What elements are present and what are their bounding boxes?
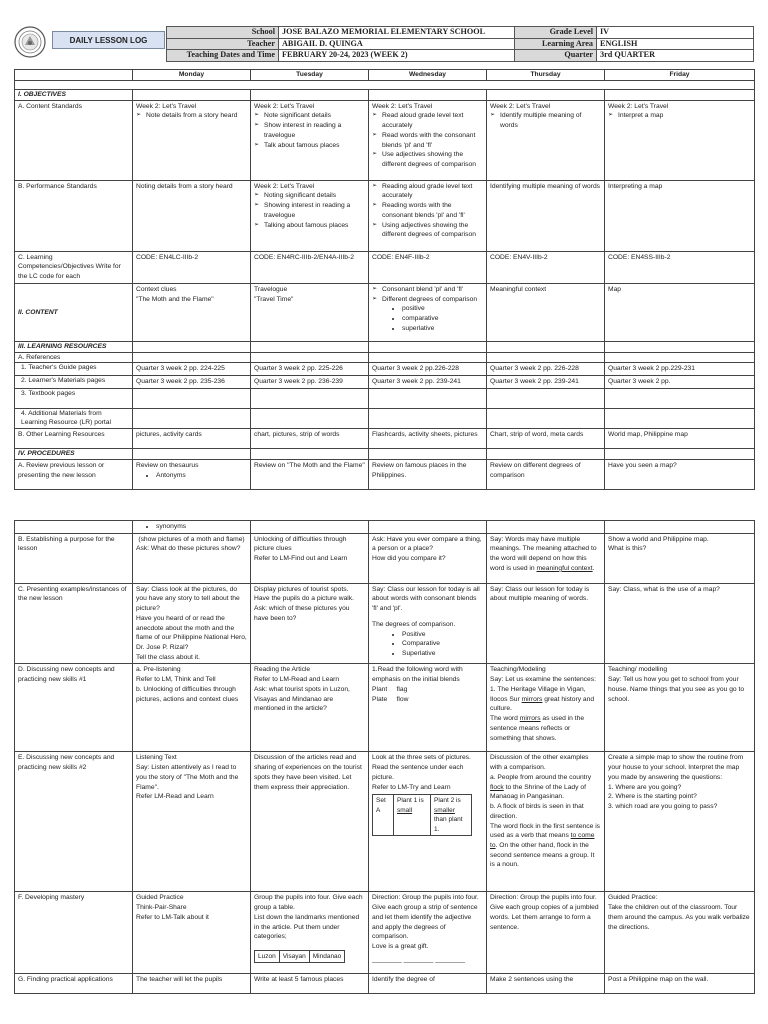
cell-tue: Week 2: Let's Travel ➢ Note significant details ➢ Show interest in reading a travelogue ➢ Talk about famous places bbox=[251, 100, 369, 180]
cell-mon: Week 2: Let's Travel ➢ Note details from a story heard bbox=[133, 100, 251, 180]
row-label: 1. Teacher's Guide pages bbox=[15, 363, 133, 376]
cell-thu: Meaningful context bbox=[487, 283, 605, 341]
cell-fri: Show a world and Philippine map. What is this? bbox=[605, 533, 755, 583]
day-tuesday: Tuesday bbox=[251, 70, 369, 81]
cell-wed: Review on famous places in the Philippines. bbox=[369, 459, 487, 489]
deped-seal-icon bbox=[14, 26, 46, 58]
cell-fri: CODE: EN4SS-IIIb-2 bbox=[605, 251, 755, 283]
cell-tue: Group the pupils into four. Give each group a table. List down the landmarks mentioned in the article. Put them under categories; Luzon Visayan Mindanao bbox=[251, 892, 369, 974]
cell-fri: Teaching/ modelling Say: Tell us how you get to school from your house. Name things that you see as you go to school. bbox=[605, 664, 755, 752]
row-label: B. Performance Standards bbox=[15, 180, 133, 251]
cell-fri: Create a simple map to show the routine from your house to your school. Interpret the map you made by answering the questions: 1. Where are you going? 2. Where is the starting point? 3. which road are you going to pass? bbox=[605, 752, 755, 892]
cell-mon: The teacher will let the pupils bbox=[133, 974, 251, 994]
cell-mon: Guided Practice Think-Pair-Share Refer to LM-Talk about it bbox=[133, 892, 251, 974]
competencies-row bbox=[15, 251, 755, 283]
row-label: F. Developing mastery bbox=[15, 892, 133, 974]
row-label: E. Discussing new concepts and practicing new skills #2 bbox=[15, 752, 133, 892]
cell-wed: ➢ Consonant blend 'pl' and 'fl' ➢ Different degrees of comparison • positive • comparative • superlative bbox=[369, 283, 487, 341]
cell-mon: Say: Class look at the pictures, do you have any story to tell about the picture? Have you heard of or read the anecdote about the moth and the flame of our Philippine National Hero, Dr. Jose P. Rizal? Tell the class about it. bbox=[133, 583, 251, 664]
presenting-row bbox=[15, 583, 755, 664]
cell-fri: Interpreting a map bbox=[605, 180, 755, 251]
section-resources: III. LEARNING RESOURCES bbox=[15, 341, 133, 352]
row-label: C. Learning Competencies/Objectives Write for the LC code for each bbox=[15, 251, 133, 283]
purpose-row bbox=[15, 533, 755, 583]
area-value: ENGLISH bbox=[597, 38, 754, 50]
cell-wed: 1.Read the following word with emphasis on the initial blends Plant flag Plate flow bbox=[369, 664, 487, 752]
teacher-value: ABIGAIL D. QUINGA bbox=[279, 38, 515, 50]
cell-fri: Guided Practice: Take the children out of the classroom. Tour them around the campus. As you walk verbalize the directions. bbox=[605, 892, 755, 974]
row-label: 2. Learner's Materials pages bbox=[15, 376, 133, 389]
application-row bbox=[15, 974, 755, 994]
section-objectives: I. OBJECTIVES bbox=[15, 90, 133, 101]
cell-wed: ➢ Reading aloud grade level text accurately ➢ Reading words with the consonant blends 'pl' and 'fl' ➢ Using adjectives showing the different degrees of comparison bbox=[369, 180, 487, 251]
page-gap bbox=[0, 490, 768, 510]
daily-lesson-log-label: DAILY LESSON LOG bbox=[52, 31, 165, 49]
cell-wed: Look at the three sets of pictures. Read the sentence under each picture. Refer to LM-Try and Learn Set A Plant 1 is small Plant 2 is smaller than plant 1. bbox=[369, 752, 487, 892]
set-label: Set A bbox=[373, 795, 394, 836]
info-table bbox=[166, 26, 754, 62]
cell-thu: Week 2: Let's Travel ➢ Identify multiple meaning of words bbox=[487, 100, 605, 180]
row-label: G. Finding practical applications bbox=[15, 974, 133, 994]
header bbox=[14, 26, 754, 61]
row-label: C. Presenting examples/instances of the new lesson bbox=[15, 583, 133, 664]
cell-wed: Ask: Have you ever compare a thing, a person or a place? How did you compare it? bbox=[369, 533, 487, 583]
teacher-label: Teacher bbox=[167, 38, 279, 50]
cell-mon: Listening Text Say: Listen attentively as I read to you the story of "The Moth and the Flame". Refer LM-Read and Learn bbox=[133, 752, 251, 892]
cell-wed: Quarter 3 week 2 pp. 239-241 bbox=[369, 376, 487, 389]
cell-wed: Identify the degree of bbox=[369, 974, 487, 994]
day-wednesday: Wednesday bbox=[369, 70, 487, 81]
cell-mon: CODE: EN4LC-IIIb-2 bbox=[133, 251, 251, 283]
cell-thu: Say: Class our lesson for today is about multiple meaning of words. bbox=[487, 583, 605, 664]
cell-tue: Unlocking of difficulties through picture clues Refer to LM-Find out and Learn bbox=[251, 533, 369, 583]
luzon-header: Luzon bbox=[255, 951, 280, 963]
day-friday: Friday bbox=[605, 70, 755, 81]
cell-mon: Review on thesaurus • Antonyms bbox=[133, 459, 251, 489]
row-label: B. Establishing a purpose for the lesson bbox=[15, 533, 133, 583]
cell-tue: Display pictures of tourist spots. Have the pupils do a picture walk. Ask: which of these pictures you have been to? bbox=[251, 583, 369, 664]
landmark-table bbox=[254, 950, 345, 963]
cell-fri: Have you seen a map? bbox=[605, 459, 755, 489]
cell-mon: • synonyms bbox=[133, 521, 251, 534]
other-row bbox=[15, 429, 755, 449]
cell-wed: Flashcards, activity sheets, pictures bbox=[369, 429, 487, 449]
area-label: Learning Area bbox=[515, 38, 597, 50]
cell-tue: Write at least 5 famous places bbox=[251, 974, 369, 994]
cell-tue: Quarter 3 week 2 pp. 225-226 bbox=[251, 363, 369, 376]
answer-blanks: ________ ________ ________ bbox=[372, 955, 465, 963]
cell-mon: Quarter 3 week 2 pp. 235-236 bbox=[133, 376, 251, 389]
cell-thu: Review on different degrees of comparison bbox=[487, 459, 605, 489]
lesson-table-part2 bbox=[14, 520, 755, 994]
cell-tue: Discussion of the articles read and sharing of experiences on the tourist spots they have been visited. Let them express their appreciation. bbox=[251, 752, 369, 892]
continued-cell bbox=[15, 521, 133, 534]
cell-thu: Quarter 3 week 2 pp. 226-228 bbox=[487, 363, 605, 376]
lr-row bbox=[15, 408, 755, 428]
content-row bbox=[15, 283, 755, 341]
mindanao-header: Mindanao bbox=[309, 951, 345, 963]
cell-thu: Identifying multiple meaning of words bbox=[487, 180, 605, 251]
cell-wed: CODE: EN4F-IIIb-2 bbox=[369, 251, 487, 283]
dates-label: Teaching Dates and Time bbox=[167, 50, 279, 62]
cell-tue: Travelogue "Travel Time" bbox=[251, 283, 369, 341]
cell-tue: Quarter 3 week 2 pp. 236-239 bbox=[251, 376, 369, 389]
cell-fri: Week 2: Let's Travel ➢ Interpret a map bbox=[605, 100, 755, 180]
plant1-cell: Plant 1 is small bbox=[394, 795, 431, 836]
cell-fri: Post a Philippine map on the wall. bbox=[605, 974, 755, 994]
review-row bbox=[15, 459, 755, 489]
cell-thu: CODE: EN4V-IIIb-2 bbox=[487, 251, 605, 283]
content-standards-row bbox=[15, 100, 755, 180]
cell-wed: Direction: Group the pupils into four. Give each group a strip of sentence and let them identify the adjective and apply the degrees of comparison. Love is a great gift. ________ ________ ________ bbox=[369, 892, 487, 974]
row-label: D. Discussing new concepts and practicing new skills #1 bbox=[15, 664, 133, 752]
cell-fri: Quarter 3 week 2 pp. bbox=[605, 376, 755, 389]
grade-value: IV bbox=[597, 27, 754, 39]
cell-mon: (show pictures of a moth and flame) Ask: What do these pictures show? bbox=[133, 533, 251, 583]
cell-mon: pictures, activity cards bbox=[133, 429, 251, 449]
cell-mon: a. Pre-listening Refer to LM, Think and Tell b. Unlocking of difficulties through pictures, actions and context clues bbox=[133, 664, 251, 752]
visayan-header: Visayan bbox=[279, 951, 309, 963]
cell-fri: Quarter 3 week 2 pp.229-231 bbox=[605, 363, 755, 376]
tb-row bbox=[15, 388, 755, 408]
discussing1-row bbox=[15, 664, 755, 752]
school-value: JOSE BALAZO MEMORIAL ELEMENTARY SCHOOL bbox=[279, 27, 515, 39]
cell-mon: Noting details from a story heard bbox=[133, 180, 251, 251]
row-label: B. Other Learning Resources bbox=[15, 429, 133, 449]
cell-tue: chart, pictures, strip of words bbox=[251, 429, 369, 449]
row-label: 3. Textbook pages bbox=[15, 388, 133, 408]
school-label: School bbox=[167, 27, 279, 39]
cell-mon: Quarter 3 week 2 pp. 224-225 bbox=[133, 363, 251, 376]
lm-row bbox=[15, 376, 755, 389]
cell-thu: Chart, strip of word, meta cards bbox=[487, 429, 605, 449]
cell-tue: Week 2: Let's Travel ➢ Noting significant details ➢ Showing interest in reading a travelogue ➢ Talking about famous places bbox=[251, 180, 369, 251]
cell-thu: Make 2 sentences using the bbox=[487, 974, 605, 994]
spacer-row bbox=[15, 81, 755, 90]
comparison-table bbox=[372, 794, 472, 836]
cell-tue: Review on "The Moth and the Flame" bbox=[251, 459, 369, 489]
day-header-row bbox=[15, 70, 755, 81]
cell-thu: Say: Words may have multiple meanings. The meaning attached to the word will depend on how this word is used in meaningful context. bbox=[487, 533, 605, 583]
row-label: A. References bbox=[15, 352, 133, 363]
day-thursday: Thursday bbox=[487, 70, 605, 81]
quarter-label: Quarter bbox=[515, 50, 597, 62]
discussing2-row bbox=[15, 752, 755, 892]
cell-fri: Say: Class, what is the use of a map? bbox=[605, 583, 755, 664]
cell-tue: CODE: EN4RC-IIIb-2/EN4A-IIIb-2 bbox=[251, 251, 369, 283]
row-label: 4. Additional Materials from Learning Resource (LR) portal bbox=[15, 408, 133, 428]
page-1 bbox=[0, 0, 768, 490]
mastery-row bbox=[15, 892, 755, 974]
cell-tue: Reading the Article Refer to LM-Read and Learn Ask: what tourist spots in Luzon, Visayas and Mindanao are mentioned in the article? bbox=[251, 664, 369, 752]
tg-row bbox=[15, 363, 755, 376]
row-label: A. Review previous lesson or presenting the new lesson bbox=[15, 459, 133, 489]
cell-fri: World map, Philippine map bbox=[605, 429, 755, 449]
lesson-table-part1 bbox=[14, 69, 755, 490]
cell-wed: Week 2: Let's Travel ➢ Read aloud grade level text accurately ➢ Read words with the consonant blends 'pl' and 'fl' ➢ Use adjectives showing the different degrees of comparison bbox=[369, 100, 487, 180]
corner-cell bbox=[15, 70, 133, 81]
performance-standards-row bbox=[15, 180, 755, 251]
dates-value: FEBRUARY 20-24, 2023 (WEEK 2) bbox=[279, 50, 515, 62]
cell-thu: Teaching/Modeling Say: Let us examine the sentences: 1. The Heritage Village in Vigan, Ilocos Sur mirrors great history and culture. The word mirrors as used in the sentence means reflects or something that shows. bbox=[487, 664, 605, 752]
plant2-cell: Plant 2 is smaller than plant 1. bbox=[431, 795, 472, 836]
cell-wed: Say: Class our lesson for today is all about words with consonant blends 'fl' and 'pl'. The degrees of comparison. • Positive • Comparative • Superlative bbox=[369, 583, 487, 664]
quarter-value: 3rd QUARTER bbox=[597, 50, 754, 62]
cell-mon: Context clues "The Moth and the Flame" bbox=[133, 283, 251, 341]
day-monday: Monday bbox=[133, 70, 251, 81]
section-procedures: IV. PROCEDURES bbox=[15, 449, 133, 460]
section-content: II. CONTENT bbox=[15, 283, 133, 341]
cell-wed: Quarter 3 week 2 pp.226-228 bbox=[369, 363, 487, 376]
cell-thu: Direction: Group the pupils into four. Give each group copies of a jumbled words. Let them arrange to form a sentence. bbox=[487, 892, 605, 974]
row-label: A. Content Standards bbox=[15, 100, 133, 180]
page-2 bbox=[0, 510, 768, 1024]
cell-fri: Map bbox=[605, 283, 755, 341]
grade-label: Grade Level bbox=[515, 27, 597, 39]
cell-thu: Discussion of the other examples with a comparison. a. People from around the country flock to the Shrine of the Lady of Manaoag in Pangasinan. b. A flock of birds is seen in that direction. The word flock in the first sentence is used as a verb that means to come to. On the other hand, flock in the second sentence means a group. It is a noun. bbox=[487, 752, 605, 892]
cell-thu: Quarter 3 week 2 pp. 239-241 bbox=[487, 376, 605, 389]
